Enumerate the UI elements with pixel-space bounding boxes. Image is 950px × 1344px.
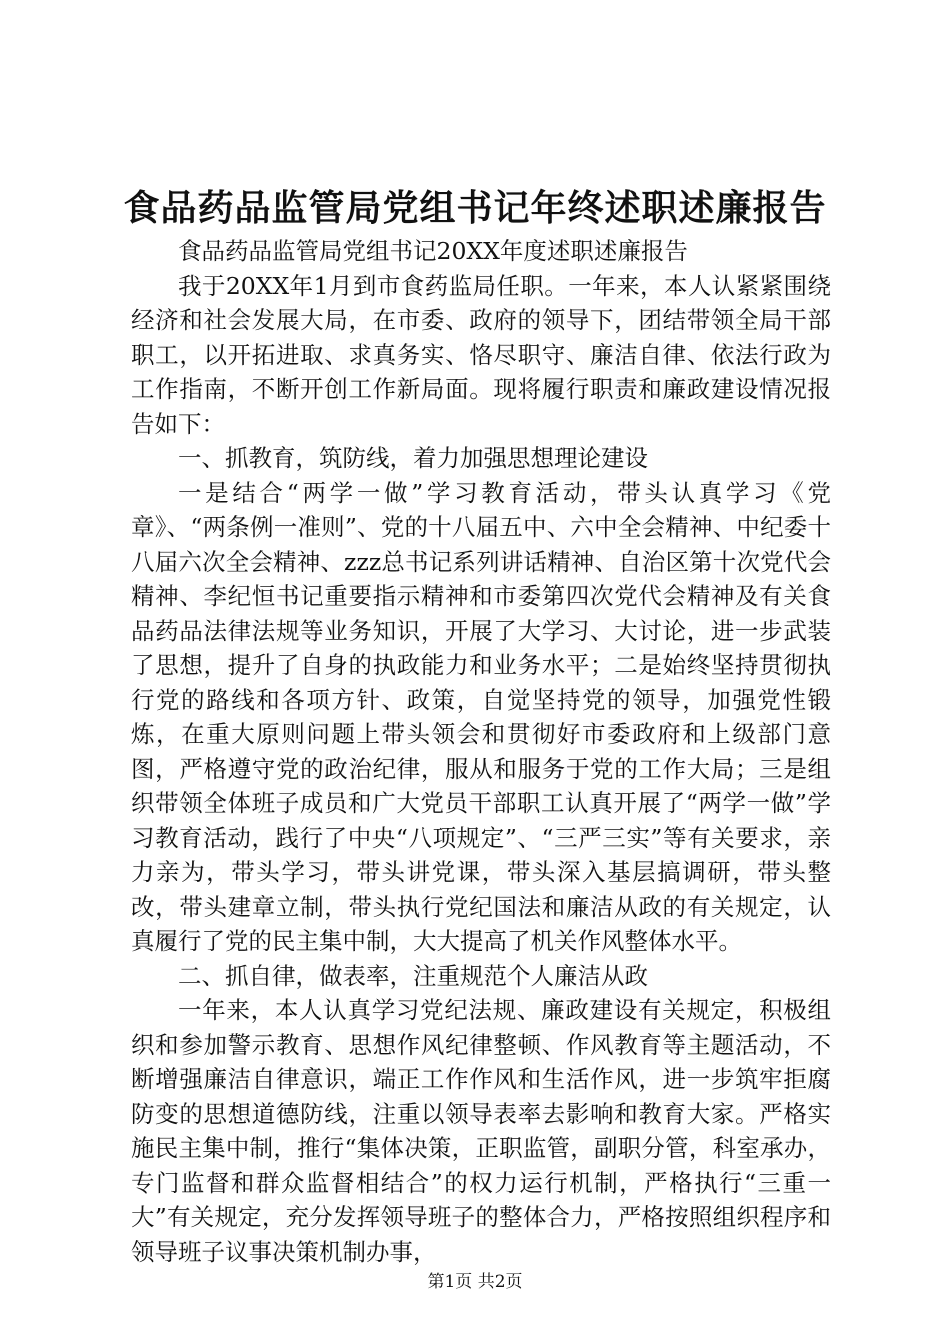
subtitle-paragraph: 食品药品监管局党组书记20XX年度述职述廉报告 [178, 237, 688, 265]
section-2-paragraph: 一年来，本人认真学习党纪法规、廉政建设有关规定，积极组织和参加警示教育、思想作风纪律整顿、作风教育等主题活动，不断增强廉洁自律意识，端正工作作风和生活作风，进一步筑牢拒腐防变的思想道德防线，注重以领导表率去影响和教育大家。严格实施民主集中制，推行“集体决策，正职监管，副职分管，科室承办，专门监督和群众监督相结合”的权力运行机制，严格执行“三重一大”有关规定，充分发挥领导班子的整体合力，严格按照组织程序和领导班子议事决策机制办事， [131, 996, 831, 1266]
document-title: 食品药品监管局党组书记年终述职述廉报告 [123, 187, 827, 229]
page-footer: 第1页 共2页 [427, 1272, 523, 1292]
section-1-paragraph: 一是结合“两学一做”学习教育活动，带头认真学习《党章》、“两条例一准则”、党的十八届五中、六中全会精神、中纪委十八届六次全会精神、zzz总书记系列讲话精神、自治区第十次党代会精神、李纪恒书记重要指示精神和市委第四次党代会精神及有关食品药品法律法规等业务知识，开展了大学习、大讨论，进一步武装了思想，提升了自身的执政能力和业务水平；二是始终坚持贯彻执行党的路线和各项方针、政策，自觉坚持党的领导，加强党性锻炼，在重大原则问题上带头领会和贯彻好市委政府和上级部门意图，严格遵守党的政治纪律，服从和服务于党的工作大局；三是组织带领全体班子成员和广大党员干部职工认真开展了“两学一做”学习教育活动，践行了中央“八项规定”、“三严三实”等有关要求，亲力亲为，带头学习，带头讲党课，带头深入基层搞调研，带头整改，带头建章立制，带头执行党纪国法和廉洁从政的有关规定，认真履行了党的民主集中制，大大提高了机关作风整体水平。 [131, 478, 831, 955]
document-body [131, 234, 831, 1269]
section-heading-2: 二、抓自律，做表率，注重规范个人廉洁从政 [178, 961, 648, 990]
section-heading-1: 一、抓教育，筑防线，着力加强思想理论建设 [178, 444, 648, 472]
intro-paragraph: 我于20XX年1月到市食药监局任职。一年来，本人认紧紧围绕经济和社会发展大局，在市委、政府的领导下，团结带领全局干部职工，以开拓进取、求真务实、恪尽职守、廉洁自律、依法行政为工作指南，不断开创工作新局面。现将履行职责和廉政建设情况报告如下： [131, 271, 831, 438]
